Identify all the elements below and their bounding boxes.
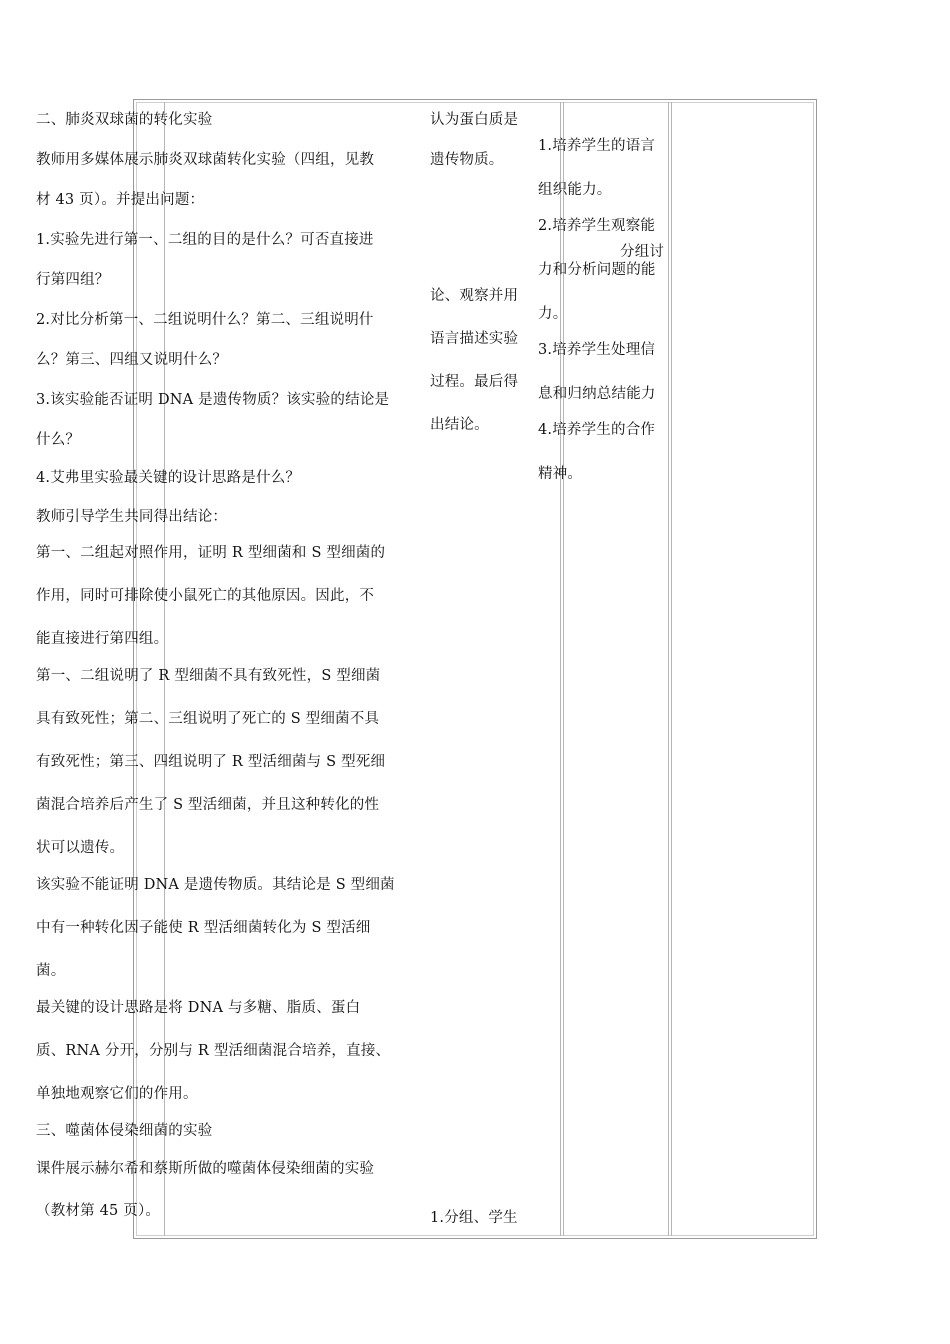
activity-line: 分组讨 — [620, 244, 665, 260]
goal-line: 力。 — [538, 306, 568, 322]
goal-line: 组织能力。 — [538, 182, 612, 198]
content-line: 具有致死性；第二、三组说明了死亡的 S 型细菌不具 — [36, 711, 380, 727]
content-line: 中有一种转化因子能使 R 型活细菌转化为 S 型活细 — [36, 920, 371, 936]
activity-line: 遗传物质。 — [430, 152, 504, 168]
content-line: 教师用多媒体展示肺炎双球菌转化实验（四组，见教 — [36, 152, 375, 168]
content-line: 么？第三、四组又说明什么？ — [36, 352, 228, 368]
goal-line: 3.培养学生处理信 — [538, 342, 656, 358]
section-heading: 二、肺炎双球菌的转化实验 — [36, 112, 213, 128]
goal-line: 1.培养学生的语言 — [538, 138, 656, 154]
content-line: 第一、二组起对照作用，证明 R 型细菌和 S 型细菌的 — [36, 545, 386, 561]
content-line: 材 43 页）。并提出问题： — [36, 192, 205, 208]
content-line: 第一、二组说明了 R 型细菌不具有致死性，S 型细菌 — [36, 668, 381, 684]
goal-line: 息和归纳总结能力 — [538, 386, 656, 402]
goal-line: 力和分析问题的能 — [538, 262, 656, 278]
content-line: 2.对比分析第一、二组说明什么？第二、三组说明什 — [36, 312, 374, 328]
content-line: 质、RNA 分开，分别与 R 型活细菌混合培养，直接、 — [36, 1043, 391, 1059]
content-line: 单独地观察它们的作用。 — [36, 1086, 198, 1102]
activity-line: 认为蛋白质是 — [430, 112, 519, 128]
content-line: （教材第 45 页）。 — [36, 1203, 161, 1219]
activity-line: 过程。最后得 — [430, 374, 519, 390]
goal-line: 4.培养学生的合作 — [538, 422, 656, 438]
goal-line: 2.培养学生观察能 — [538, 218, 656, 234]
content-line: 状可以遗传。 — [36, 840, 125, 856]
content-line: 教师引导学生共同得出结论： — [36, 509, 228, 525]
content-line: 有致死性；第三、四组说明了 R 型活细菌与 S 型死细 — [36, 754, 386, 770]
content-line: 3.该实验能否证明 DNA 是遗传物质？该实验的结论是 — [36, 392, 390, 408]
content-line: 最关键的设计思路是将 DNA 与多糖、脂质、蛋白 — [36, 1000, 361, 1016]
content-line: 能直接进行第四组。 — [36, 631, 169, 647]
goal-line: 精神。 — [538, 466, 583, 482]
column-divider — [668, 102, 669, 1236]
content-line: 作用，同时可排除使小鼠死亡的其他原因。因此，不 — [36, 588, 375, 604]
content-line: 什么？ — [36, 432, 81, 448]
content-line: 行第四组？ — [36, 272, 110, 288]
content-line: 菌。 — [36, 963, 66, 979]
content-line: 该实验不能证明 DNA 是遗传物质。其结论是 S 型细菌 — [36, 877, 395, 893]
column-divider — [671, 102, 672, 1236]
content-line: 4.艾弗里实验最关键的设计思路是什么？ — [36, 470, 301, 486]
section-heading: 三、噬菌体侵染细菌的实验 — [36, 1123, 213, 1139]
activity-line: 论、观察并用 — [430, 288, 519, 304]
content-line: 1.实验先进行第一、二组的目的是什么？可否直接进 — [36, 232, 374, 248]
activity-line: 出结论。 — [430, 417, 489, 433]
activity-line: 语言描述实验 — [430, 331, 519, 347]
activity-line: 1.分组、学生 — [430, 1210, 518, 1226]
content-line: 课件展示赫尔希和蔡斯所做的噬菌体侵染细菌的实验 — [36, 1161, 375, 1177]
content-line: 菌混合培养后产生了 S 型活细菌，并且这种转化的性 — [36, 797, 380, 813]
